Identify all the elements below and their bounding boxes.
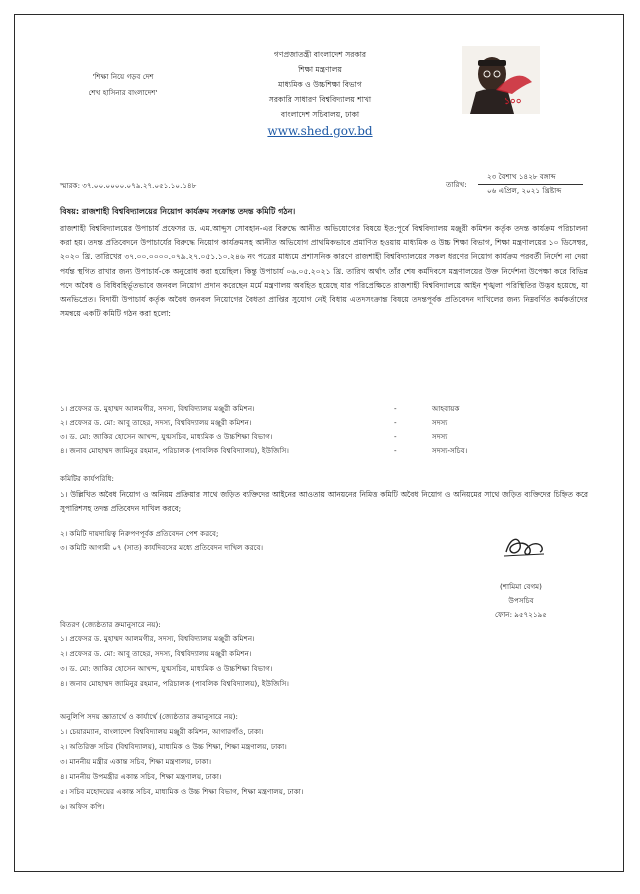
committee-dash-1: - xyxy=(394,404,397,413)
signatory-phone: ফোন: ৯৫৭২১৯৫ xyxy=(495,610,547,619)
committee-member-4: ৪। জনাব মোহাম্মদ জামিনুর রহমান, পরিচালক (পাবলিক বিশ্ববিদ্যালয়), ইউজিসি। xyxy=(60,446,289,455)
distribution-item-2: ২। প্রফেসর ড. মো: আবু তাহের, সদস্য, বিশ্ববিদ্যালয় মঞ্জুরী কমিশন। xyxy=(60,649,252,658)
distribution-heading: বিতরণ (জ্যেষ্ঠতার ক্রমানুসারে নয়): xyxy=(60,620,161,629)
committee-dash-4: - xyxy=(394,446,397,455)
copy-item-4: ৪। মাননীয় উপমন্ত্রীর একান্ত সচিব, শিক্ষা মন্ত্রণালয়, ঢাকা। xyxy=(60,772,222,781)
date-english: ০৬ এপ্রিল, ২০২১ খ্রিষ্টাব্দ xyxy=(487,186,562,195)
committee-member-1: ১। প্রফেসর ড. মুহাম্মদ আলমগীর, সদস্য, বিশ্ববিদ্যালয় মঞ্জুরী কমিশন। xyxy=(60,404,255,413)
slogan-line-1: 'শিক্ষা নিয়ে গড়ব দেশ xyxy=(92,72,154,81)
committee-dash-2: - xyxy=(394,418,397,427)
subject-line: বিষয়: রাজশাহী বিশ্ববিদ্যালয়ের নিয়োগ কার্যক্রম সংক্রান্ত তদন্ত কমিটি গঠন। xyxy=(60,207,296,216)
website-link[interactable]: www.shed.gov.bd xyxy=(267,124,373,138)
memo-number: স্মারক: ৩৭.০০.০০০০.০৭৯.২৭.০৫১.১০.১৪৮ xyxy=(60,181,197,190)
body-paragraph: রাজশাহী বিশ্ববিদ্যালয়ের উপাচার্য প্রফেসর ড. এম.আব্দুস সোবহান-এর বিরুদ্ধে আনীত অভিযোগের বিষয়ে ইত:পূর্বে বিশ্ববিদ্যালয় মঞ্জুরী কমিশন কর্তৃক তদন্ত কার্যক্রম পরিচালনা করা হয়। তদন্ত প্রতিবেদনে উপাচার্যের বিরুদ্ধে নিয়োগ কার্যক্রমসহ আনীত অভিযোগ প্রাথমিকভাবে প্রমাণিত হওয়ায় মাধ্যমিক ও উচ্চ শিক্ষা বিভাগ, শিক্ষা মন্ত্রণালয়ের ১০ ডিসেম্বর, ২০২০ খ্রি. তারিখের ৩৭.০০.০০০০.০৭৯.২৭.০৫১.১০.২৪৬ নং পত্রের মাধ্যমে প্রশাসনিক কারণে রাজশাহী বিশ্ববিদ্যালয়ের সকল ধরণের নিয়োগ কার্যক্রম পরবর্তী নির্দেশ না দেয়া পর্যন্ত স্থগিত রাখার জন্য উপাচার্য-কে অনুরোধ করা হয়েছিল। কিন্তু উপাচার্য ০৬.০৫.২০২১ খ্রি. তারিখ অর্থাৎ তাঁর শেষ কর্মদিবসে মন্ত্রণালয়ের উক্ত নির্দেশনা উপেক্ষা করে বিভিন্ন পদে অবৈধ ও বিধিবহির্ভূতভাবে জনবল নিয়োগ প্রদান করেছেন মর্মে মন্ত্রণালয় অবহিত হয়েছে যার পরিপ্রেক্ষিতে রাজশাহী বিশ্ববিদ্যালয়ে আইন শৃঙ্খলা পরিস্থিতির উদ্ভব হয়েছে, যা অনভিপ্রেত। বিদায়ী উপাচার্য কর্তৃক অবৈধ জনবল নিয়োগের বৈধতা প্রাপ্তির সুযোগ নেই বিধায় এতদসংক্রান্ত বিষয়ে তদন্তপূর্বক প্রতিবেদন দাখিলের জন্য নিম্নবর্ণিত কর্মকর্তাদের সমন্বয়ে একটি কমিটি গঠন করা হলো: xyxy=(60,224,588,319)
header-section: সরকারি সাধারণ বিশ্ববিদ্যালয় শাখা xyxy=(268,95,372,104)
copy-heading: অনুলিপি সদয় জ্ঞাতার্থে ও কার্যার্থে (জ্যেষ্ঠতার ক্রমানুসারে নয়): xyxy=(60,712,238,721)
distribution-item-3: ৩। ড. মো: জাকির হোসেন আখন্দ, যুগ্মসচিব, মাধ্যমিক ও উচ্চশিক্ষা বিভাগ। xyxy=(60,664,273,673)
svg-text:১০০: ১০০ xyxy=(504,97,522,107)
committee-role-4: সদস্য-সচিব। xyxy=(432,446,468,455)
copy-item-6: ৬। অফিস কপি। xyxy=(60,802,105,811)
mujib-100-logo xyxy=(462,46,540,114)
copy-item-3: ৩। মাননীয় মন্ত্রীর একান্ত সচিব, শিক্ষা মন্ত্রণালয়, ঢাকা। xyxy=(60,757,212,766)
tor-item-1: ১। উল্লিখিত অবৈধ নিয়োগ ও অনিয়ম প্রক্রিয়ার সাথে জড়িত ব্যক্তিদের আইনের আওতায় আনয়নের নিমিত্ত কমিটি অবৈধ নিয়োগ ও অনিয়মের সাথে জড়িত ব্যক্তিদের চিহ্নিত করে সুপারিশসহ তদন্ত প্রতিবেদন দাখিল করবে; xyxy=(60,490,588,513)
header-secretariat: বাংলাদেশ সচিবালয়, ঢাকা xyxy=(280,110,360,119)
committee-role-2: সদস্য xyxy=(432,418,448,427)
tor-item-3: ৩। কমিটি আগামী ০৭ (সাত) কার্যদিবসের মধ্যে প্রতিবেদন দাখিল করবে। xyxy=(60,543,264,552)
date-divider xyxy=(478,184,583,185)
header-ministry: শিক্ষা মন্ত্রণালয় xyxy=(298,65,342,74)
signatory-designation: উপসচিব xyxy=(508,596,534,605)
header-division: মাধ্যমিক ও উচ্চশিক্ষা বিভাগ xyxy=(278,80,362,89)
committee-role-1: আহবায়ক xyxy=(432,404,460,413)
copy-item-1: ১। চেয়ারম্যান, বাংলাদেশ বিশ্ববিদ্যালয় মঞ্জুরী কমিশন, আগারগাঁও, ঢাকা। xyxy=(60,727,264,736)
copy-item-5: ৫। সচিব মহোদয়ের একান্ত সচিব, মাধ্যমিক ও উচ্চ শিক্ষা বিভাগ, শিক্ষা মন্ত্রণালয়, ঢাকা। xyxy=(60,787,304,796)
date-label: তারিখ: xyxy=(446,180,467,189)
signature xyxy=(500,532,548,560)
committee-member-3: ৩। ড. মো: জাকির হোসেন আখন্দ, যুগ্মসচিব, মাধ্যমিক ও উচ্চশিক্ষা বিভাগ। xyxy=(60,432,273,441)
committee-dash-3: - xyxy=(394,432,397,441)
header-government: গণপ্রজাতন্ত্রী বাংলাদেশ সরকার xyxy=(273,50,367,59)
date-bangla: ২৩ বৈশাখ ১৪২৮ বঙ্গাব্দ xyxy=(487,172,556,181)
distribution-item-1: ১। প্রফেসর ড. মুহাম্মদ আলমগীর, সদস্য, বিশ্ববিদ্যালয় মঞ্জুরী কমিশন। xyxy=(60,634,255,643)
distribution-item-4: ৪। জনাব মোহাম্মদ জামিনুর রহমান, পরিচালক (পাবলিক বিশ্ববিদ্যালয়), ইউজিসি। xyxy=(60,679,289,688)
tor-heading: কমিটির কার্যপরিধি: xyxy=(60,474,114,483)
committee-member-2: ২। প্রফেসর ড. মো: আবু তাহের, সদস্য, বিশ্ববিদ্যালয় মঞ্জুরী কমিশন। xyxy=(60,418,252,427)
slogan-line-2: শেখ হাসিনার বাংলাদেশ' xyxy=(88,88,158,97)
copy-item-2: ২। অতিরিক্ত সচিব (বিশ্ববিদ্যালয়), মাধ্যমিক ও উচ্চ শিক্ষা, শিক্ষা মন্ত্রণালয়, ঢাকা। xyxy=(60,742,287,751)
signatory-name: (শামিমা বেগম) xyxy=(500,582,542,591)
tor-item-2: ২। কমিটি দায়দায়িত্ব নিরুপণপূর্বক প্রতিবেদন পেশ করবে; xyxy=(60,529,219,538)
committee-role-3: সদস্য xyxy=(432,432,448,441)
